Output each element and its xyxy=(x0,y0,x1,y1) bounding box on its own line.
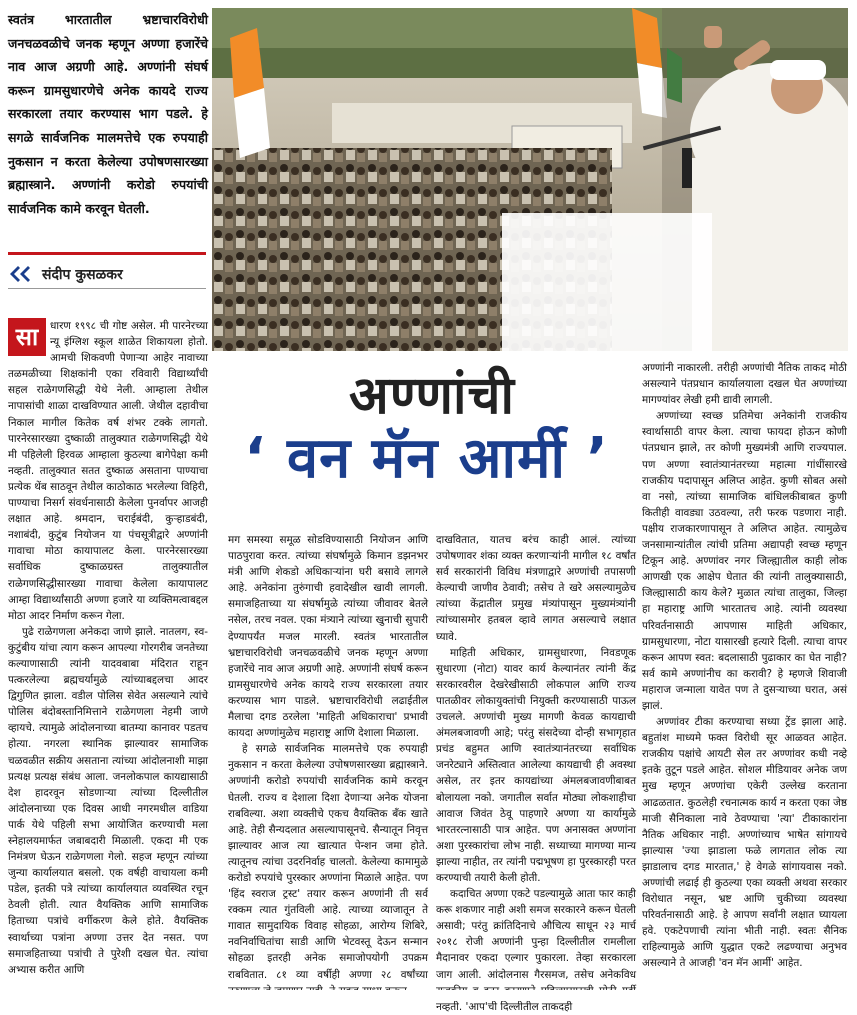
headline-line-1: अण्णांची xyxy=(349,366,515,426)
article-column-4 xyxy=(642,360,847,972)
paragraph: पुढे राळेगणला अनेकदा जाणे झाले. नातलग, स्व-कुटुंबीय यांचा त्याग करून आपल्या गोरगरीब जनतेच्या कल्याणासाठी त्यांनी यादवबाबा मंदिरात राहून पत्करलेल्या ब्रह्मचर्यामुळे त्यांच्याबद्दलचा आदर द्विगुणित झाला. वडील पोलिस सेवेत असल्याने त्यांचे पोलिस बंदोबस्तानिमित्ताने राळेगणला नेहमी जाणे व्हायचे. त्यामुळे आंदोलनाच्या बातम्या कानावर पडतच होत्या. नगरला स्थानिक झाल्यावर सामाजिक चळवळीत सक्रीय असताना त्यांच्या आंदोलनाशी माझा प्रत्यक्ष प्रत्यक्ष संबंध आला. जनलोकपाल कायद्यासाठी देश हादरवून सोडणाऱ्या त्यांच्या दिल्लीतील आंदोलनाच्या एक दिवस आधी नगरमधील वाडिया पार्क येथे पहिली सभा आयोजित करण्याची मला स्नेहालयमार्फत जबाबदारी मिळाली. एकदा मी एक निमंत्रण घेऊन राळेगणला गेलो. सहज म्हणून त्यांच्या जुन्या कार्यालयात बसलो. एक वर्षही वाचायला कमी पडेल, इतकी पत्रे त्यांच्या कार्यालयात व्यवस्थित रचून ठेवली होती. त्यात वैयक्तिक आणि सामाजिक हिताच्या पत्रांचे वर्गीकरण केले होते. वैयक्तिक स्वार्थाच्या पत्रांना अण्णा उत्तर देत नसत. पण समाजहिताच्या पत्रांची ते पुरेशी दखल घेत. त्यांचा अभ्यास करीत आणि xyxy=(8,625,208,976)
article-column-3 xyxy=(436,532,636,1015)
byline-divider xyxy=(8,288,206,289)
paragraph: अण्णांवर टीका करण्याचा सध्या ट्रेंड झाला आहे. बहुतांश माध्यमे फक्त विरोधी सूर आळवत आहेत. राजकीय पक्षांचे आयटी सेल तर अण्णांवर कधी नव्हे इतके तुटून पडले आहेत. सोशल मीडियावर अनेक जण मुख म्हणून अण्णांचा एकेरी उल्लेख करताना आढळतात. कुठलेही रचनात्मक कार्य न करता एका जेष्ठ माजी सैनिकाला नावे ठेवण्याचा 'त्या' टीकाकारांना नैतिक अधिकार नाही. अण्णांच्याच भाषेत सांगायचे झाल्यास 'ज्या झाडाला फळे लागतात लोक त्या झाडालाच दगड मारतात,' हे वेगळे सांगायवास नको. अण्णांची लढाई ही कुठल्या एका व्यक्ती अथवा सरकार विरोधात नसून, भ्रष्ट आणि चुकीच्या व्यवस्था परिवर्तनासाठी आहे. हे आपण सर्वांनी लक्षात घ्यायला हवे. एकटेपणाची त्यांना भीती नाही. स्वतः सैनिक राहिल्यामुळे आणि युद्धात एकटे लढण्याचा अनुभव असल्याने ते आजही 'वन मॅन आर्मी' आहेत. xyxy=(642,716,847,970)
rally-photo-illustration xyxy=(212,8,848,351)
paragraph: अण्णांच्या स्वच्छ प्रतिमेचा अनेकांनी राजकीय स्वार्थासाठी वापर केला. त्याचा फायदा होऊन कोणी पंतप्रधान झाले, तर कोणी मुख्यमंत्री आणि राज्यपाल. पण अण्णा स्वातंत्र्यानंतरच्या महात्मा गांधींसारखे राजकीय पदापासून अलिप्त आहेत. कुणी सोबत असो वा नसो, त्यांच्या सामाजिक बांधिलकीबाबत कुणी कितीही वावड्या उठवल्या, तरी फरक पडणारा नाही. पक्षीय राजकारणापासून ते अलिप्त आहेत. त्यामुळेच जनसामान्यांतील त्यांची प्रतिमा अद्यापही स्वच्छ म्हणून टिकून आहे. अण्णांवर नगर जिल्ह्यातील काही लोक आणखी एक आक्षेप घेतात की त्यांनी तालुक्यासाठी, जिल्ह्यासाठी काय केले? मुळात त्यांचा तालुका, जिल्हा हा महाराष्ट्र आणि भारतातच आहे. त्यांनी व्यवस्था परिवर्तनासाठी आपणास माहिती अधिकार, ग्रामसुधारणा, नोटा यासारखी हत्यारे दिली. त्याचा वापर करून आपण स्वत: बदलासाठी पुढाकार का घेत नाही? सर्व कामे अण्णांनीच का करावी? हे म्हणजे शिवाजी महाराज जन्माला यावेत पण ते दुसऱ्याच्या घरात, असं झालं. xyxy=(642,410,847,712)
paragraph: माहिती अधिकार, ग्रामसुधारणा, निवडणूक सुधारणा (नोटा) यावर कार्य केल्यानंतर त्यांनी केंद्र सरकारवरील देखरेखीसाठी लोकपाल आणि राज्य पातळीवर लोकायुक्तांची नियुक्ती करण्यासाठी पाऊल उचलले. अण्णांची मुख्य मागणी केवळ कायद्याची अंमलबजावणी आहे; परंतु संसदेच्या दोन्ही सभागृहात प्रचंड बहुमत आणि स्वातंत्र्यानंतरच्या सर्वाधिक जनरेट्याने अस्तित्वात आलेल्या कायद्याची ही अवस्था असेल, तर इतर कायद्यांच्या अंमलबजावणीबाबत बोलायला नको. जगातील सर्वात मोठ्या लोकशाहीचा आवाज जिवंत ठेवू पाहणारे अण्णा या कार्यामुळे भारतरत्नासाठी पात्र आहेत. पण अनासक्त अण्णांना अशा पुरस्कारांचा लोभ नाही. सध्याच्या मागण्या मान्य झाल्या नाहीत, तर त्यांनी पद्मभूषण हा पुरस्कारही परत करण्याची तयारी केली होती. xyxy=(436,646,636,884)
rally-photo xyxy=(212,8,848,351)
paragraph: हे सगळे सार्वजनिक मालमत्तेचे एक रुपयाही नुकसान न करता केलेल्या उपोषणसारख्या ब्रह्मास्त्राने. अण्णांनी करोडो रुपयांची सार्वजनिक कामे करवून घेतली. राज्य व देशाला दिशा देणाऱ्या अनेक योजना राबविल्या. अशा व्यक्तीचे एकच वैयक्तिक बँक खाते आहे. तेही सैन्यदलात असल्यापासूनचे. सैन्यातून निवृत्त झाल्यावर आज त्या खात्यात पेन्शन जमा होते. त्यातूनच त्यांचा उदरनिर्वाह चालतो. केलेल्या कामामुळे करोडो रुपयांचे पुरस्कार अण्णांना मिळाले आहेत. पण 'हिंद स्वराज ट्रस्ट' तयार करून अण्णांनी ती सर्व रक्कम त्यात गुंतविली आहे. त्याच्या व्याजातून ते गावात सामुदायिक विवाह सोहळा, आरोग्य शिबिरे, नवनिर्वाचितांचा साडी आणि भेटवस्तू देऊन सन्मान सोहळा इतरही अनेक समाजोपयोगी उपक्रम राबवितात. ८१ व्या वर्षीही अण्णा २८ वर्षांच्या xyxy=(228,743,428,981)
article-column-2 xyxy=(228,532,428,999)
article-column-1 xyxy=(8,318,208,978)
paragraph: अण्णांनी नाकारली. तरीही अण्णांची नैतिक ताकद मोठी असल्याने पंतप्रधान कार्यालयाला दखल घेत अण्णांच्या मागण्यांवर लेखी हमी द्यावी लागली. xyxy=(642,362,847,407)
paragraph: कदाचित अण्णा एकटे पडल्यामुळे आता फार काही करू शकणार नाही अशी समज सरकारने करून घेतली असावी; परंतु क्रांतिदिनाचे औचित्य साधून २३ मार्च २०१८ रोजी अण्णांनी पुन्हा दिल्लीतील रामलीला मैदानावर एकदा एल्गार पुकारला. तेव्हा सरकारला जाग आली. आंदोलनास गैरसमज, तसेच अनेकविध नव्हती. 'आप'ची दिल्लीतील ताकदही xyxy=(436,888,636,1013)
author-name: संदीप कुसळकर xyxy=(42,267,123,283)
page-bottom-edge xyxy=(0,990,857,1001)
headline-line-2: ‘ वन मॅन आर्मी ’ xyxy=(244,426,609,491)
intro-divider xyxy=(8,252,206,255)
paragraph: दाखवितात, यातच बरंच काही आलं. त्यांच्या उपोषणावर शंका व्यक्त करणाऱ्यांनी मागील १८ वर्षांत सर्व सरकारांनी विविध मंत्रणाद्वारे अण्णांची तपासणी केल्याची जाणीव ठेवावी; तसेच ते खरे असल्यामुळेच त्यांच्या केंद्रातील प्रमुख मंत्र्यांपासून मुख्यमंत्र्यांनी त्यांच्यासमोर हतबल व्हावे लागत असल्याचे लक्षात घ्यावे. xyxy=(436,534,636,643)
byline-arrow-icon xyxy=(8,264,38,284)
intro-blurb xyxy=(8,8,208,220)
paragraph: मग समस्या समूळ सोडविण्यासाठी नियोजन आणि पाठपुरावा करत. त्यांच्या संघर्षामुळे किमान डझनभर मंत्री आणि शेकडो अधिकाऱ्यांना घरी बसावे लागले आहे. अनेकांना तुरुंगाची हवादेखील खावी लागली. समाजहिताच्या या संघर्षामुळे त्यांच्या जीवावर बेतले नसेल, तरच नवल. एका मंत्र्याने त्यांच्या खुनाची सुपारी देण्यापर्यंत मजल मारली. स्वतंत्र भारतातील भ्रष्टाचारविरोधी जनचळवळीचे जनक म्हणून अण्णा हजारेंचे नाव आज अग्रणी आहे. अण्णांनी संघर्ष करून ग्रामसुधारणेचे अनेक कायदे राज्य सरकारला तयार करण्यास भाग पाडले. भ्रष्टाचारविरोधी लढाईतील मैलाचा दगड ठरलेला 'माहिती अधिकाराचा' प्रभावी कायदा अण्णांमुळेच महाराष्ट्र आणि देशाला मिळाला. xyxy=(228,534,428,740)
dropcap: सा xyxy=(8,318,46,356)
byline xyxy=(8,264,208,286)
intro-text: स्वतंत्र भारतातील भ्रष्टाचारविरोधी जनचळवळीचे जनक म्हणून अण्णा हजारेंचे नाव आज अग्रणी आहे. अण्णांनी संघर्ष करून ग्रामसुधारणेचे अनेक कायदे राज्य सरकारला तयार करण्यास भाग पडले. हे सगळे सार्वजनिक मालमत्तेचे एक रुपयाही नुकसान न करता केलेल्या उपोषणसारख्या ब्रह्मास्त्राने. अण्णांनी करोडो रुपयांची सार्वजनिक कामे करवून घेतली. xyxy=(8,12,208,216)
paragraph: धारण १९९८ ची गोष्ट असेल. मी पारनेरच्या न्यू इंग्लिश स्कूल शाळेत शिकायला होतो. आमची शिकवणी पेणाऱ्या आहेर नावाच्या तळमळीच्या शिक्षकांनी एका रविवारी विद्यार्थ्यांची सहल राळेगणसिद्धी येथे नेली. आम्हाला तेथील नापासांची शाळा दाखविण्यात आली. जेथील दहावीचा निकाल मागील कितेक वर्ष शंभर टक्के लागतो. पारनेरसारख्या दुष्काळी तालुक्यात राळेगणसिद्धी येथे मी पहिलेली हिरवळ आम्हाला कुठल्या बागेपेक्षा कमी नव्हती. तालुक्यात सतत दुष्काळ असताना पाण्याचा प्रत्येक थेंब साठवून तेथील काठोकाठ भरलेल्या विहिरी, पाण्याचा निसर्ग संवर्धनासाठी केलेला पुनर्वापर आजही लक्षात आहे. श्रमदान, चराईबंदी, कुऱ्हाडबंदी, नशाबंदी, कुटुंब नियोजन या पंचसूत्रीद्वारे अण्णांनी गावाचा मोठा कायापालट केला. पारनेरसारख्या सर्वाधिक दुष्काळग्रस्त तालुक्यातील राळेगणसिद्धीसारख्या गावाचा केलेला कायापालट आम्हा विद्यार्थ्यांसाठी अण्णा हजारे या व्यक्तिमत्वाबद्दल मोठा आदर निर्माण करून गेला. xyxy=(8,320,209,622)
